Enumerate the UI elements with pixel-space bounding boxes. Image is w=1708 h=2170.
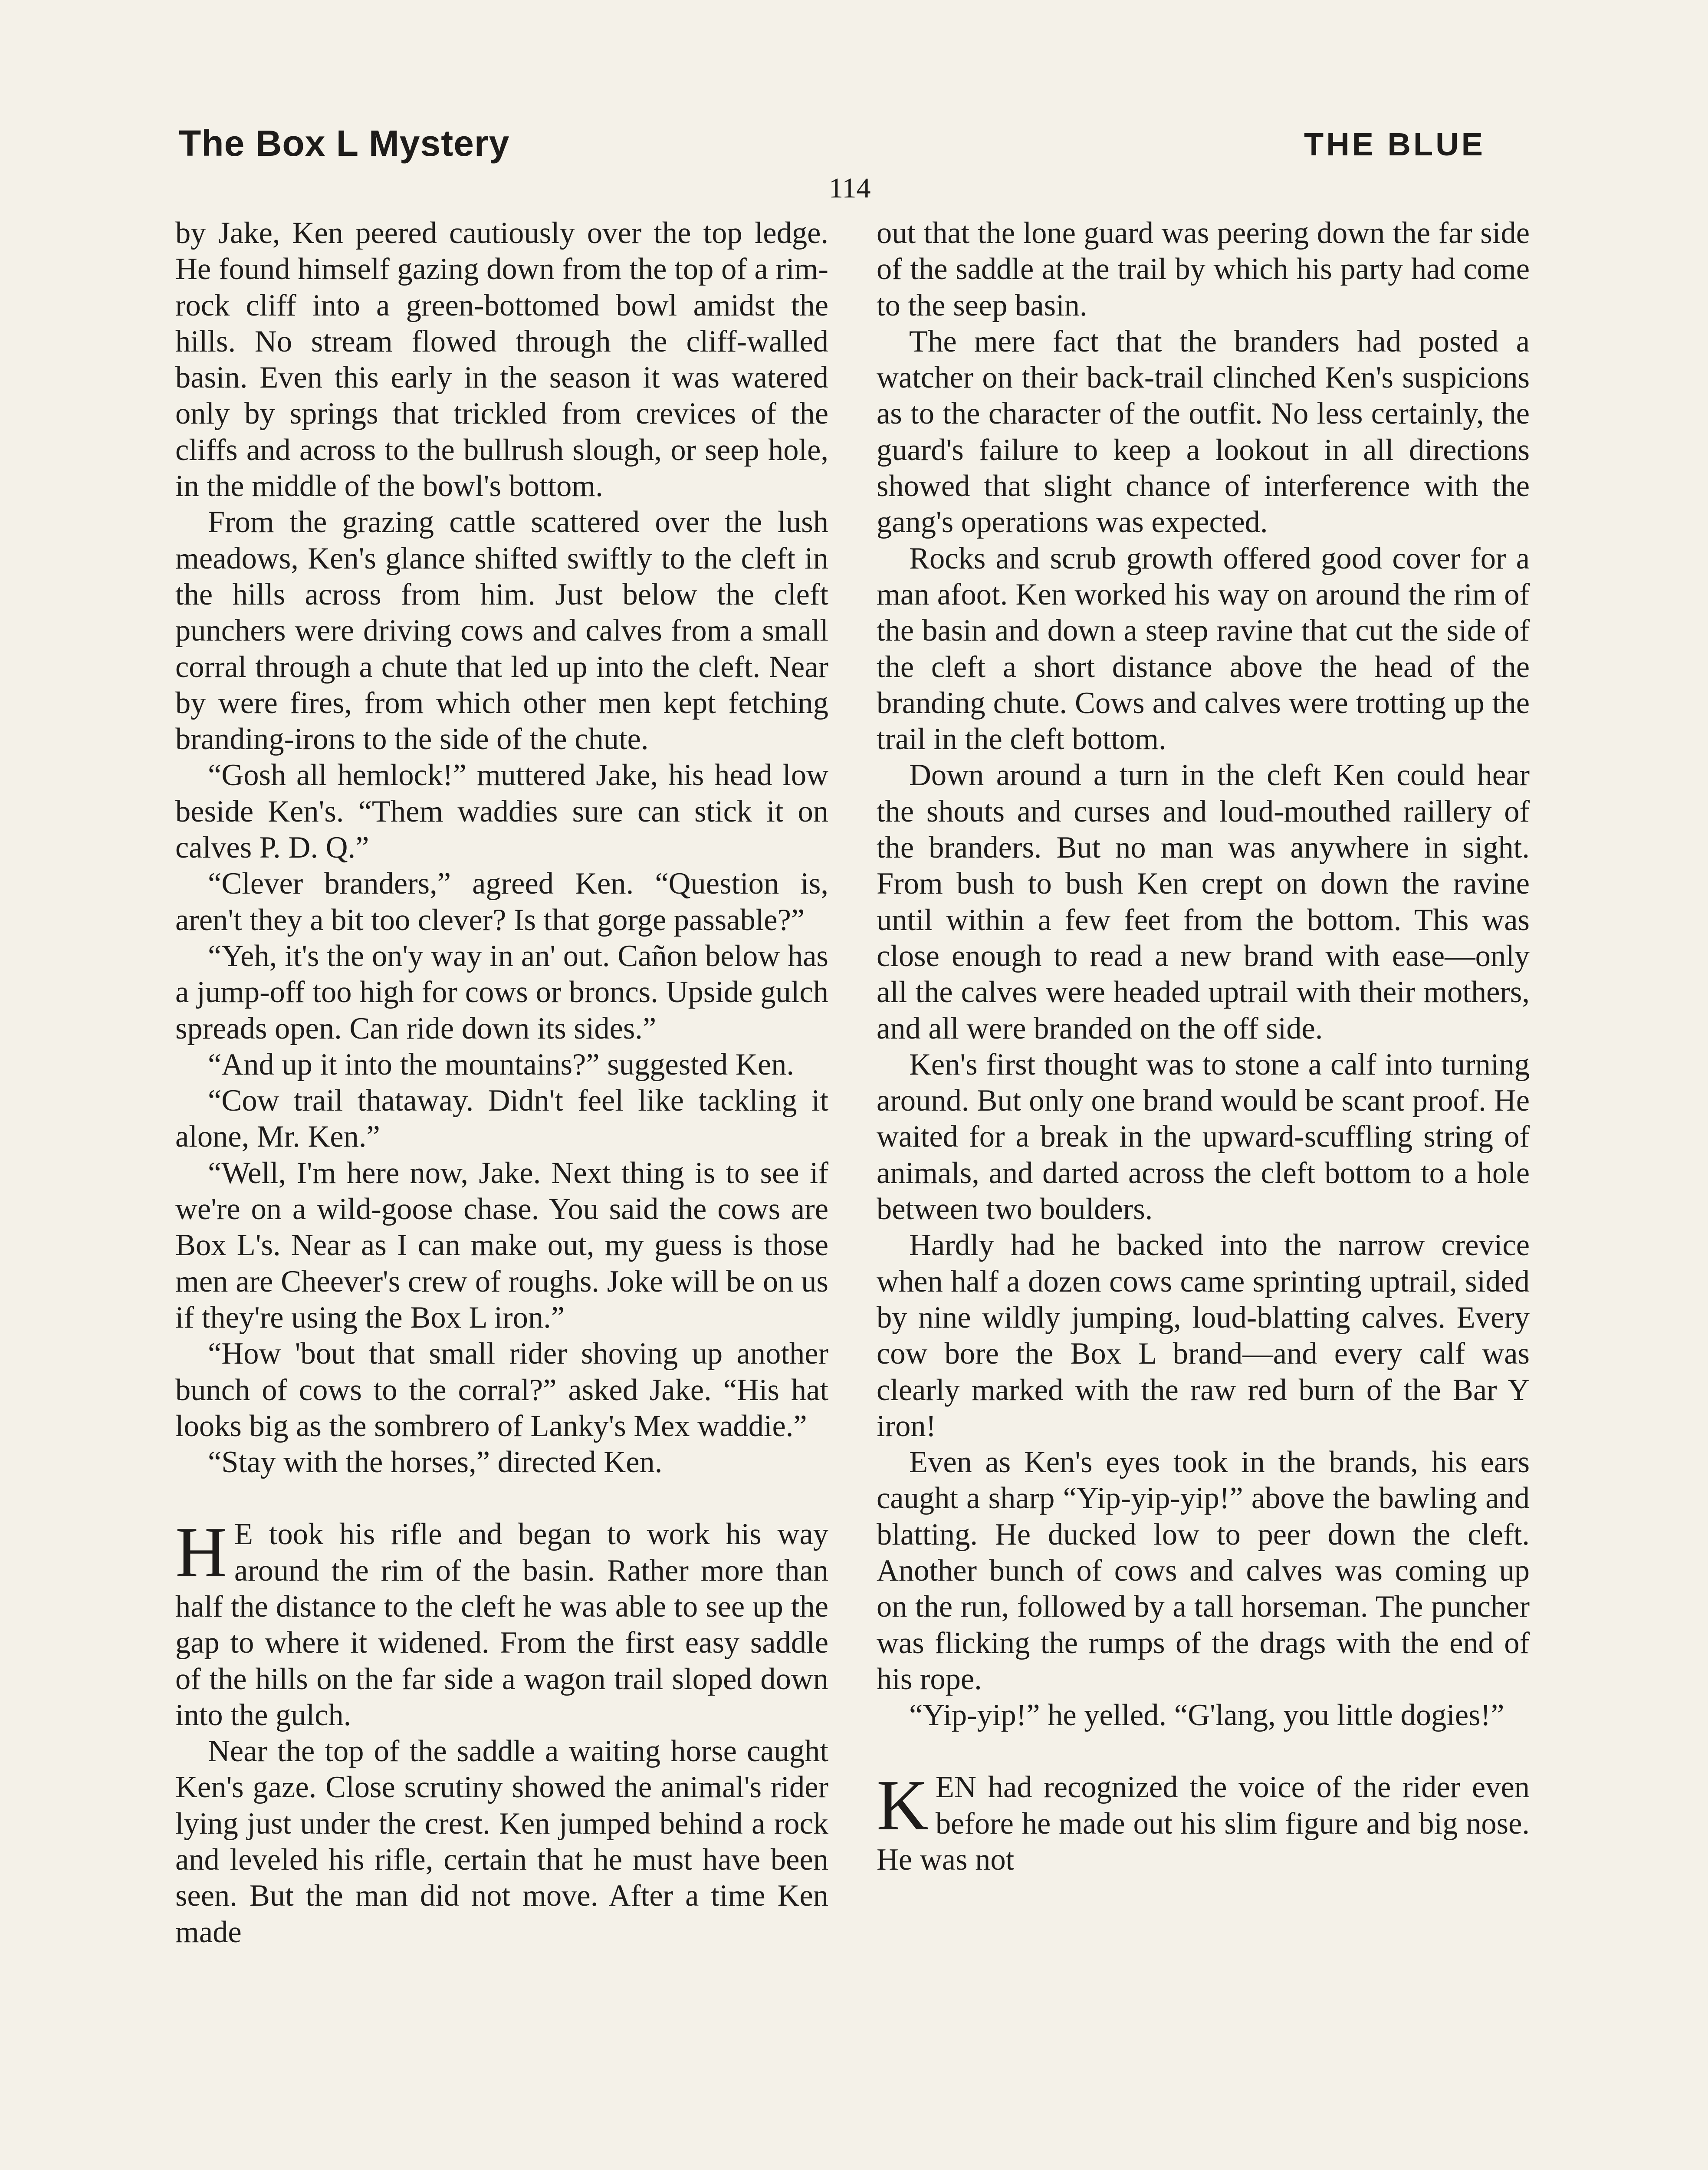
paragraph-text: EN had recognized the voice of the rider even before he made out his slim figure and big nose. He was not — [877, 1770, 1530, 1877]
paragraph: “Well, I'm here now, Jake. Next thing is to see if we're on a wild-goose chase. You said the cows are Box L's. Near as I can make out, my guess is those men are Cheever's crew of roughs. Joke will be on us if they're using the Box L iron.” — [175, 1156, 828, 1335]
paragraph: by Jake, Ken peered cautiously over the top ledge. He found himself gazing down from the top of a rim-rock cliff into a green-bottomed bowl amidst the hills. No stream flowed through the cliff-walled basin. Even this early in the season it was watered only by springs that trickled from crevices of the cliffs and across to the bullrush slough, or seep hole, in the middle of the bowl's bottom. — [175, 216, 828, 503]
paragraph: Even as Ken's eyes took in the brands, his ears caught a sharp “Yip-yip-yip!” above the bawling and blatting. He ducked low to peer down the cleft. Another bunch of cows and calves was coming up on the run, followed by a tall horseman. The puncher was flicking the rumps of the drags with the end of his rope. — [877, 1445, 1530, 1696]
story-title: The Box L Mystery — [179, 123, 510, 164]
left-column — [175, 215, 828, 1950]
paragraph: “How 'bout that small rider shoving up another bunch of cows to the corral?” asked Jake. “His hat looks big as the sombrero of Lanky's Mex waddie.” — [175, 1337, 828, 1443]
paragraph: “Stay with the horses,” directed Ken. — [208, 1445, 663, 1480]
paragraph: Ken's first thought was to stone a calf into turning around. But only one brand would be scant proof. He waited for a break in the upward-scuffling string of animals, and darted across the cleft bottom to a hole between two boulders. — [877, 1047, 1530, 1226]
paragraph: “Yip-yip!” he yelled. “G'lang, you little dogies!” — [909, 1698, 1504, 1733]
paragraph: The mere fact that the branders had posted a watcher on their back-trail clinched Ken's suspicions as to the character of the outfit. No less certainly, the guard's failure to keep a lookout in all directions showed that slight chance of interference with the gang's operations was expected. — [877, 324, 1530, 539]
paragraph: “Yeh, it's the on'y way in an' out. Cañon below has a jump-off too high for cows or broncs. Upside gulch spreads open. Can ride down its sides.” — [175, 939, 828, 1046]
drop-cap: H — [175, 1512, 227, 1592]
paragraph: Down around a turn in the cleft Ken could hear the shouts and curses and loud-mouthed raillery of the branders. But no man was anywhere in sight. From bush to bush Ken crept on down the ravine until within a few feet from the bottom. This was close enough to read a new brand with ease—only all the calves were headed uptrail with their mothers, and all were branded on the off side. — [877, 758, 1530, 1046]
right-column — [877, 215, 1530, 1878]
paragraph: “And up it into the mountains?” suggested Ken. — [208, 1047, 794, 1082]
paragraph: Near the top of the saddle a waiting horse caught Ken's gaze. Close scrutiny showed the animal's rider lying just under the crest. Ken jumped behind a rock and leveled his rifle, certain that he must have been seen. But the man did not move. After a time Ken made — [175, 1734, 828, 1949]
paragraph-text: E took his rifle and began to work his way around the rim of the basin. Rather more than half the distance to the cleft he was able to see up the gap to where it widened. From the first easy saddle of the hills on the far side a wagon trail sloped down into the gulch. — [175, 1517, 828, 1732]
page-number: 114 — [829, 172, 871, 204]
magazine-name: THE BLUE — [1304, 126, 1485, 162]
paragraph: Rocks and scrub growth offered good cover for a man afoot. Ken worked his way on around the rim of the basin and down a steep ravine that cut the side of the cleft a short distance above the head of the branding chute. Cows and calves were trotting up the trail in the cleft bottom. — [877, 541, 1530, 756]
paragraph: “Clever branders,” agreed Ken. “Question is, aren't they a bit too clever? Is that gorge passable?” — [175, 867, 828, 937]
paragraph: From the grazing cattle scattered over the lush meadows, Ken's glance shifted swiftly to the cleft in the hills across from him. Just below the cleft punchers were driving cows and calves from a small corral through a chute that led up into the cleft. Near by were fires, from which other men kept fetching branding-irons to the side of the chute. — [175, 505, 828, 756]
drop-cap: K — [877, 1765, 929, 1845]
paragraph: out that the lone guard was peering down the far side of the saddle at the trail by which his party had come to the seep basin. — [877, 216, 1530, 322]
section-paragraph — [877, 1765, 1530, 1878]
paragraph: “Gosh all hemlock!” muttered Jake, his head low beside Ken's. “Them waddies sure can stick it on calves P. D. Q.” — [175, 758, 828, 865]
paragraph: “Cow trail thataway. Didn't feel like tackling it alone, Mr. Ken.” — [175, 1084, 828, 1154]
paragraph: Hardly had he backed into the narrow crevice when half a dozen cows came sprinting uptrail, sided by nine wildly jumping, loud-blatting calves. Every cow bore the Box L brand—and every calf was clearly marked with the raw red burn of the Bar Y iron! — [877, 1228, 1530, 1443]
section-paragraph — [175, 1512, 828, 1733]
